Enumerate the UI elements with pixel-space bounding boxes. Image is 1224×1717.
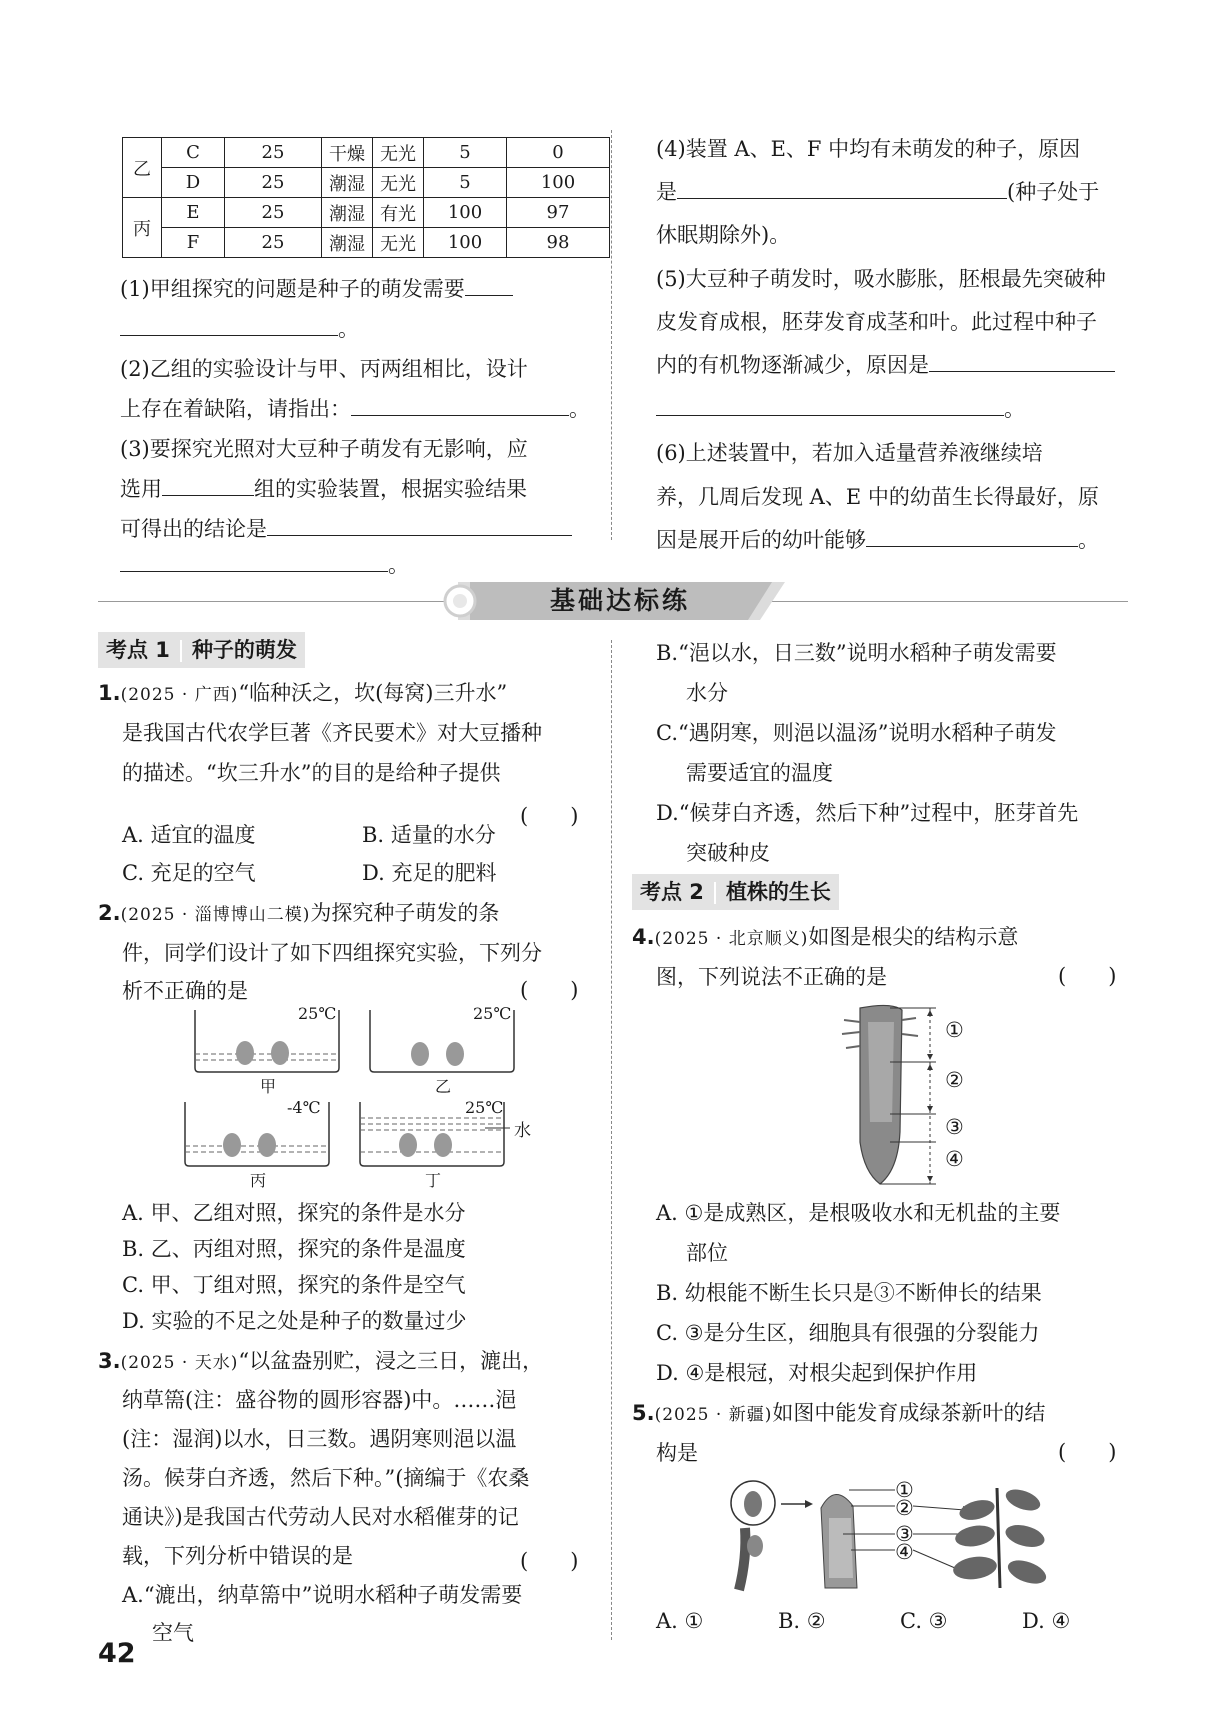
question-number: 4. [632, 925, 655, 949]
q3-line3: 可得出的结论是 [120, 517, 267, 541]
temp-label: 25℃ [473, 1004, 512, 1023]
question-source: (2025 · 广西) [120, 685, 239, 705]
answer-blank[interactable] [929, 349, 1115, 372]
option-a[interactable]: A. ① [656, 1609, 704, 1633]
option-a-cont: 部位 [686, 1241, 728, 1265]
option-c[interactable]: C. ③是分生区，细胞具有很强的分裂能力 [656, 1321, 1040, 1345]
table-cell: E [162, 198, 225, 228]
q3-line1: (3)要探究光照对大豆种子萌发有无影响，应 [120, 437, 528, 461]
table-cell: 100 [424, 228, 507, 258]
table-cell: 100 [507, 168, 610, 198]
option-a-cont: 空气 [152, 1621, 194, 1645]
option-d[interactable]: D. 充足的肥料 [362, 861, 497, 885]
answer-blank[interactable] [351, 393, 569, 416]
kaodian-title: 植株的生长 [725, 880, 831, 904]
option-b-cont: 水分 [686, 681, 728, 705]
table-cell: 5 [424, 168, 507, 198]
option-c-cont: 需要适宜的温度 [686, 761, 833, 785]
option-a[interactable]: A. 适宜的温度 [122, 823, 256, 847]
question-text: 的描述。“坎三升水”的目的是给种子提供 [122, 761, 501, 785]
table-cell: F [162, 228, 225, 258]
question-text: 为探究种子萌发的条 [310, 901, 500, 925]
section-title: 基础达标练 [549, 586, 690, 615]
option-d[interactable]: D. ④是根冠，对根尖起到保护作用 [656, 1361, 978, 1385]
table-cell: 无光 [373, 228, 424, 258]
answer-blank[interactable] [656, 393, 1004, 416]
table-cell: 98 [507, 228, 610, 258]
option-a[interactable]: A. 甲、乙组对照，探究的条件是水分 [122, 1201, 466, 1225]
q4-line2a: 是 [656, 180, 677, 204]
table-cell: 潮湿 [322, 168, 373, 198]
option-b[interactable]: B. 适量的水分 [362, 823, 496, 847]
option-d-cont: 突破种皮 [686, 841, 770, 865]
answer-blank[interactable] [465, 273, 513, 296]
answer-blank[interactable] [866, 524, 1078, 547]
q5-end: 。 [1004, 397, 1025, 421]
option-b[interactable]: B. 乙、丙组对照，探究的条件是温度 [122, 1237, 466, 1261]
question-text: 析不正确的是 [122, 979, 248, 1003]
temp-label: 25℃ [298, 1004, 337, 1023]
question-text: 图，下列说法不正确的是 [656, 965, 887, 989]
option-d[interactable]: D. ④ [1022, 1609, 1071, 1633]
q2-end: 。 [569, 397, 590, 421]
option-b[interactable]: B. 幼根能不断生长只是③不断伸长的结果 [656, 1281, 1042, 1305]
q6-line2: 养，几周后发现 A、E 中的幼苗生长得最好，原 [656, 485, 1099, 509]
question-source: (2025 · 新疆) [654, 1405, 773, 1425]
option-b[interactable]: B.“浥以水，日三数”说明水稻种子萌发需要 [656, 641, 1057, 665]
q4-line2b: (种子处于 [1007, 180, 1100, 204]
table-cell: 97 [507, 198, 610, 228]
kaodian-1-tag [98, 632, 305, 668]
option-b[interactable]: B. ② [778, 1609, 826, 1633]
label-4: ④ [945, 1147, 964, 1171]
table-cell: 0 [507, 138, 610, 168]
q6-line1: (6)上述装置中，若加入适量营养液继续培 [656, 441, 1043, 465]
option-c[interactable]: C. 充足的空气 [122, 861, 256, 885]
q3-end: 。 [388, 553, 409, 577]
table-cell: 干燥 [322, 138, 373, 168]
option-c[interactable]: C. 甲、丁组对照，探究的条件是空气 [122, 1273, 466, 1297]
group-label: 丁 [425, 1171, 442, 1190]
answer-blank[interactable] [677, 176, 1007, 199]
question-text: “以盆盎别贮，浸之三日，漉出， [238, 1349, 544, 1373]
question-text: 构是 [656, 1441, 698, 1465]
table-cell: 25 [225, 138, 322, 168]
q6-end: 。 [1078, 528, 1099, 552]
question-text: 纳草篅(注：盛谷物的圆形容器)中。……浥 [122, 1388, 517, 1412]
question-source: (2025 · 北京顺义) [654, 929, 809, 949]
option-d[interactable]: D. 实验的不足之处是种子的数量过少 [122, 1309, 467, 1333]
question-source: (2025 · 淄博博山二模) [120, 905, 311, 925]
table-cell: 潮湿 [322, 198, 373, 228]
question-source: (2025 · 天水) [120, 1353, 239, 1373]
answer-paren[interactable]: ( ) [520, 978, 579, 1002]
question-text: 如图中能发育成绿茶新叶的结 [772, 1401, 1046, 1425]
q4-line3: 休眠期除外)。 [656, 223, 791, 247]
question-text: 通诀》)是我国古代劳动人民对水稻催芽的记 [122, 1505, 519, 1529]
bud-and-twig-figure [725, 1478, 1055, 1598]
group-cell: 乙 [123, 138, 162, 198]
question-text: 件，同学们设计了如下四组探究实验，下列分 [122, 941, 542, 965]
question-number: 5. [632, 1401, 655, 1425]
q6-line3: 因是展开后的幼叶能够 [656, 528, 866, 552]
option-d[interactable]: D.“候芽白齐透，然后下种”过程中，胚芽首先 [656, 801, 1079, 825]
question-text: 如图是根尖的结构示意 [808, 925, 1019, 949]
answer-blank[interactable] [162, 473, 254, 496]
kaodian-title: 种子的萌发 [191, 638, 297, 662]
table-cell: 潮湿 [322, 228, 373, 258]
question-text: 汤。候芽白齐透，然后下种。”(摘编于《农桑 [122, 1466, 530, 1490]
page-number: 42 [98, 1638, 136, 1669]
q2-line1: (2)乙组的实验设计与甲、丙两组相比，设计 [120, 357, 528, 381]
kaodian-label: 考点 1 [106, 638, 170, 662]
question-number: 1. [98, 681, 121, 705]
kaodian-label: 考点 2 [640, 880, 704, 904]
group-label: 丙 [250, 1171, 267, 1190]
label-1: ① [895, 1478, 914, 1502]
table-cell: 5 [424, 138, 507, 168]
table-cell: C [162, 138, 225, 168]
answer-blank[interactable] [120, 313, 338, 336]
q5-line1: (5)大豆种子萌发时，吸水膨胀，胚根最先突破种 [656, 267, 1106, 291]
label-2: ② [895, 1496, 914, 1520]
answer-paren[interactable]: ( ) [1058, 1440, 1117, 1464]
group-cell: 丙 [123, 198, 162, 258]
table-cell: 无光 [373, 138, 424, 168]
q1-text: (1)甲组探究的问题是种子的萌发需要 [120, 277, 465, 301]
question-text: “临种沃之，坎(每窝)三升水” [238, 681, 508, 705]
q3-line2b: 组的实验装置，根据实验结果 [254, 477, 527, 501]
q4-line1: (4)装置 A、E、F 中均有未萌发的种子，原因 [656, 137, 1081, 161]
label-1: ① [945, 1018, 964, 1042]
option-c[interactable]: C.“遇阴寒，则浥以温汤”说明水稻种子萌发 [656, 721, 1057, 745]
answer-paren[interactable]: ( ) [1058, 964, 1117, 988]
temp-label: 25℃ [465, 1098, 504, 1117]
label-2: ② [945, 1068, 964, 1092]
table-cell: 25 [225, 168, 322, 198]
column-divider [611, 130, 612, 540]
answer-blank[interactable] [120, 549, 388, 572]
q5-line2: 皮发育成根，胚芽发育成茎和叶。此过程中种子 [656, 310, 1097, 334]
group-label: 甲 [260, 1077, 277, 1096]
temp-label: -4℃ [287, 1098, 321, 1117]
table-cell: 100 [424, 198, 507, 228]
table-cell: 无光 [373, 168, 424, 198]
option-c[interactable]: C. ③ [900, 1609, 948, 1633]
option-a[interactable]: A.“漉出，纳草篅中”说明水稻种子萌发需要 [122, 1583, 523, 1607]
question-text: (注：湿润)以水，日三数。遇阴寒则浥以温 [122, 1427, 517, 1451]
answer-paren[interactable]: ( ) [520, 1549, 579, 1573]
question-number: 3. [98, 1349, 121, 1373]
question-number: 2. [98, 901, 121, 925]
kaodian-2-tag [632, 874, 839, 910]
q3-line2a: 选用 [120, 477, 162, 501]
table-cell: D [162, 168, 225, 198]
answer-paren[interactable]: ( ) [520, 804, 579, 828]
question-text: 是我国古代农学巨著《齐民要术》对大豆播种 [122, 721, 542, 745]
q5-line3: 内的有机物逐渐减少，原因是 [656, 353, 929, 377]
table-cell: 25 [225, 228, 322, 258]
option-a[interactable]: A. ①是成熟区，是根吸收水和无机盐的主要 [656, 1201, 1061, 1225]
label-4: ④ [895, 1540, 914, 1564]
group-label: 乙 [435, 1077, 452, 1096]
column-divider [611, 640, 612, 1640]
q1-end: 。 [338, 317, 359, 341]
q2-line2: 上存在着缺陷，请指出： [120, 397, 351, 421]
label-3: ③ [895, 1522, 914, 1546]
table-cell: 25 [225, 198, 322, 228]
water-label: 水 [514, 1121, 531, 1141]
answer-blank[interactable] [267, 513, 572, 536]
experiment-table [122, 137, 610, 258]
question-text: 载，下列分析中错误的是 [122, 1544, 353, 1568]
germination-experiment-figure [180, 1002, 550, 1192]
label-3: ③ [945, 1115, 964, 1139]
table-cell: 有光 [373, 198, 424, 228]
